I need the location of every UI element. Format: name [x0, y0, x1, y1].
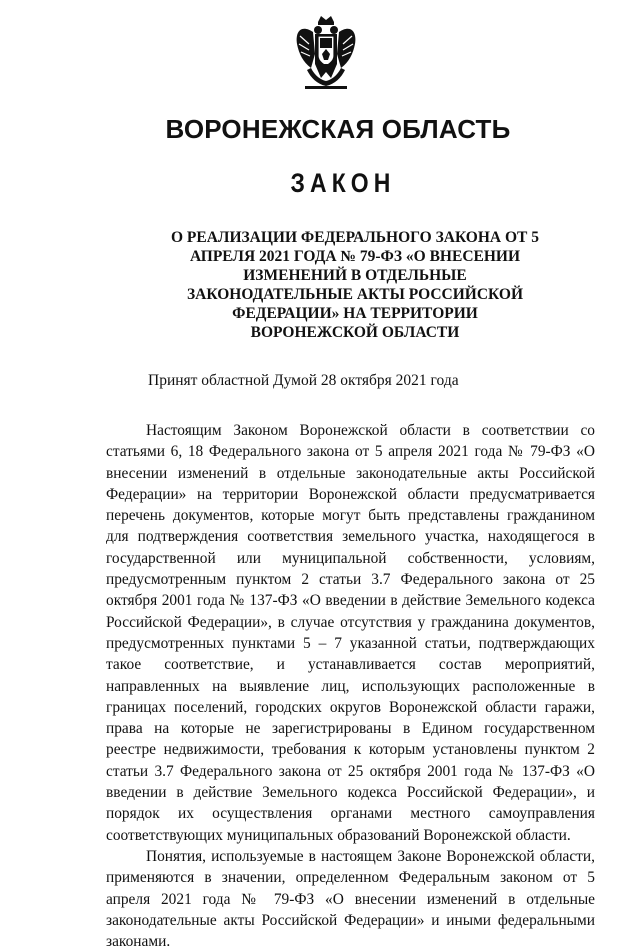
body-text [106, 420, 595, 952]
law-title-line: АПРЕЛЯ 2021 ГОДА № 79-ФЗ «О ВНЕСЕНИИ [189, 248, 521, 265]
law-title [160, 228, 550, 342]
region-title: ВОРОНЕЖСКАЯ ОБЛАСТЬ [165, 114, 511, 144]
document-type: ЗАКОН [290, 168, 396, 198]
law-title-line: ИЗМЕНЕНИЙ В ОТДЕЛЬНЫЕ [243, 267, 467, 284]
law-title-line: ВОРОНЕЖСКОЙ ОБЛАСТИ [250, 324, 460, 341]
law-title-line: ЗАКОНОДАТЕЛЬНЫЕ АКТЫ РОССИЙСКОЙ [186, 286, 524, 303]
adoption-date: Принят областной Думой 28 октября 2021 года [148, 372, 459, 389]
coat-of-arms-icon [291, 14, 361, 92]
law-title-line: О РЕАЛИЗАЦИИ ФЕДЕРАЛЬНОГО ЗАКОНА ОТ 5 [170, 229, 540, 246]
law-title-line: ФЕДЕРАЦИИ» НА ТЕРРИТОРИИ [232, 305, 478, 322]
paragraph: Настоящим Законом Воронежской области в соответствии со статьями 6, 18 Федерального закона от 5 апреля 2021 года № 79-ФЗ «О внесении изменений в отдельные законодательные акты Российской Федерации» на территории Воронежской области предусматривается перечень документов, которые могут быть представлены гражданином для подтверждения соответствия земельного участка, находящегося в государственной или муниципальной собственности, условиям, предусмотренным пунктом 2 статьи 3.7 Федерального закона от 25 октября 2001 года № 137-ФЗ «О введении в действие Земельного кодекса Российской Федерации», в случае отсутствия у гражданина документов, предусмотренных пунктами 5 – 7 указанной статьи, подтверждающих такое соответствие, и устанавливается состав мероприятий, направленных на выявление лиц, использующих расположенные в границах поселений, городских округов Воронежской области гаражи, права на которые не зарегистрированы в Едином государственном реестре недвижимости, требования к которым установлены пунктом 2 статьи 3.7 Федерального закона от 25 октября 2001 года № 137-ФЗ «О введении в действие Земельного кодекса Российской Федерации», и порядок их осуществления органами местного самоуправления соответствующих муниципальных образований Воронежской области. [106, 422, 595, 844]
paragraph: Понятия, используемые в настоящем Законе Воронежской области, применяются в значении, определенном Федеральным законом от 5 апреля 2021 года № 79-ФЗ «О внесении изменений в отдельные законодательные акты Российской Федерации» и иными федеральными законами. [106, 847, 595, 951]
